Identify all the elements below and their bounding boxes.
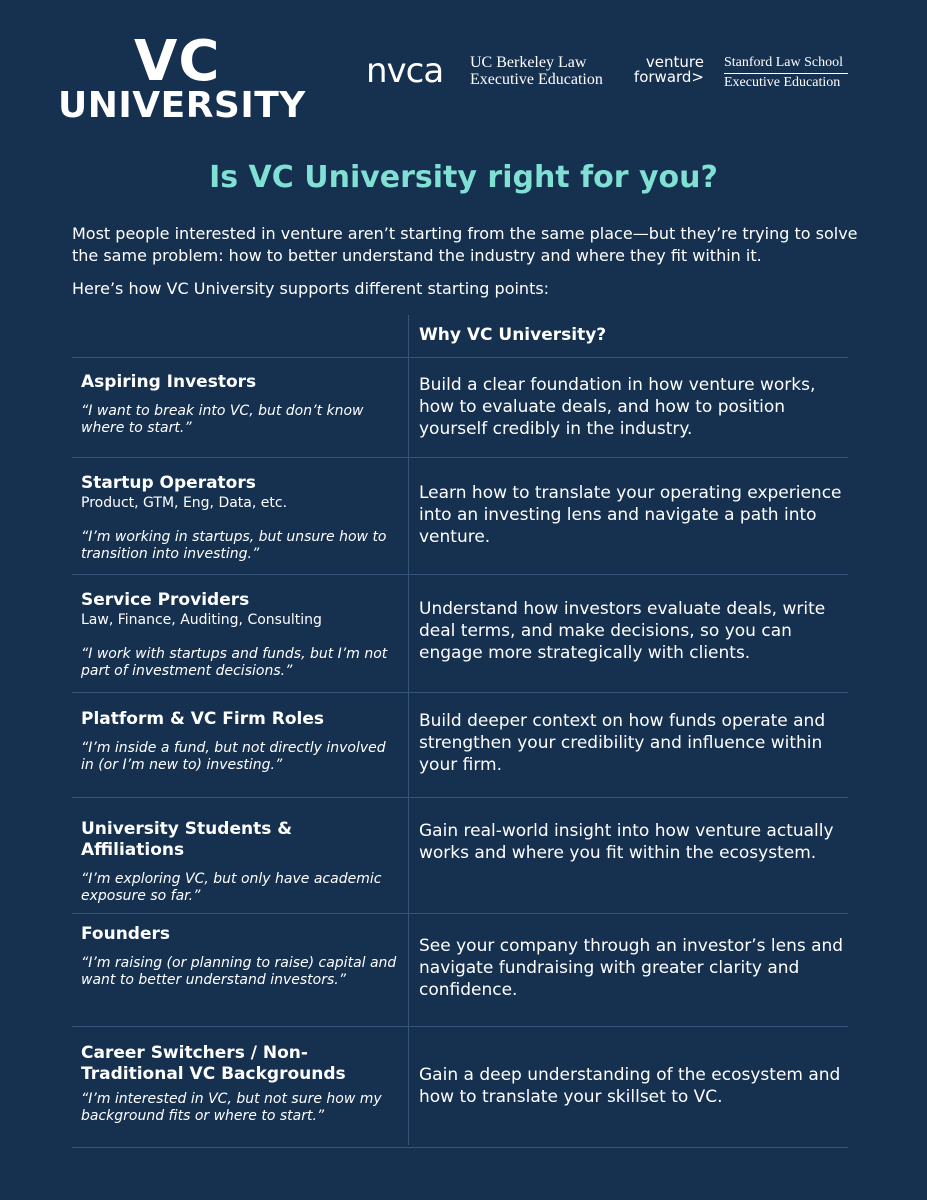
audience-name: University Students & Affiliations <box>81 819 293 860</box>
audience-quote: “I want to break into VC, but don’t know where to start.” <box>81 403 364 436</box>
ucb-line-2: Executive Education <box>470 71 603 88</box>
row-left-cell <box>81 924 399 989</box>
table-header <box>72 315 848 358</box>
audience-name: Aspiring Investors <box>81 372 257 392</box>
sls-line-2: Executive Education <box>724 75 841 90</box>
table-row <box>72 575 848 693</box>
audience-name: Platform & VC Firm Roles <box>81 709 324 729</box>
page-title: Is VC University right for you? <box>209 160 718 195</box>
why-text: See your company through an investor’s lens and navigate fundraising with greater clarity and confidence. <box>419 936 844 1000</box>
audience-subtitle: Law, Finance, Auditing, Consulting <box>81 612 322 628</box>
venture-forward-logo <box>620 55 704 85</box>
table-row <box>72 458 848 575</box>
vf-line-2: forward> <box>633 68 704 86</box>
audience-subtitle: Product, GTM, Eng, Data, etc. <box>81 495 288 511</box>
vc-university-logo <box>58 29 306 126</box>
table-row <box>72 693 848 798</box>
audience-table <box>72 315 848 1148</box>
logo-line-2: UNIVERSITY <box>58 85 306 126</box>
ucb-line-1: UC Berkeley Law <box>470 54 587 71</box>
table-row <box>72 358 848 458</box>
logo-line-1: VC <box>134 29 221 94</box>
intro-lead-in: Here’s how VC University supports different starting points: <box>72 279 550 298</box>
intro-paragraph: Most people interested in venture aren’t starting from the same place—but they’re trying to solve the same problem: how to better understand the industry and where they fit within it. <box>72 224 858 265</box>
nvca-logo: nvca <box>366 51 444 91</box>
audience-quote: “I’m interested in VC, but not sure how my background fits or where to start.” <box>81 1091 382 1124</box>
table-row <box>72 1027 848 1148</box>
row-left-cell <box>81 1043 399 1125</box>
table-row <box>72 798 848 914</box>
row-left-cell <box>81 473 399 563</box>
why-text: Build a clear foundation in how venture works, how to evaluate deals, and how to position yourself credibly in the industry. <box>419 375 816 439</box>
uc-berkeley-law-logo <box>470 54 603 88</box>
audience-name: Service Providers <box>81 590 250 610</box>
audience-name: Career Switchers / Non-Traditional VC Backgrounds <box>81 1043 346 1084</box>
row-left-cell <box>81 819 399 905</box>
audience-name: Founders <box>81 924 171 944</box>
why-text: Understand how investors evaluate deals, write deal terms, and make decisions, so you can engage more strategically with clients. <box>419 599 826 663</box>
why-column-header: Why VC University? <box>419 325 607 345</box>
why-text: Build deeper context on how funds operate and strengthen your credibility and influence within your firm. <box>419 711 826 775</box>
why-text: Gain real-world insight into how venture actually works and where you fit within the ecosystem. <box>419 821 834 863</box>
row-left-cell <box>81 590 399 680</box>
audience-quote: “I’m raising (or planning to raise) capital and want to better understand investors.” <box>81 955 397 988</box>
audience-name: Startup Operators <box>81 473 256 493</box>
sls-line-1: Stanford Law School <box>724 55 843 70</box>
row-left-cell <box>81 709 399 774</box>
sls-divider <box>724 73 848 74</box>
audience-quote: “I’m inside a fund, but not directly involved in (or I’m new to) investing.” <box>81 740 386 773</box>
audience-quote: “I’m exploring VC, but only have academic exposure so far.” <box>81 871 382 904</box>
table-row <box>72 914 848 1027</box>
audience-quote: “I work with startups and funds, but I’m not part of investment decisions.” <box>81 646 388 679</box>
why-text: Learn how to translate your operating experience into an investing lens and navigate a path into venture. <box>419 483 842 547</box>
stanford-law-school-logo <box>724 55 848 91</box>
audience-quote: “I’m working in startups, but unsure how to transition into investing.” <box>81 529 387 562</box>
row-left-cell <box>81 372 399 437</box>
why-text: Gain a deep understanding of the ecosystem and how to translate your skillset to VC. <box>419 1065 841 1107</box>
vf-line-1: venture <box>645 53 704 71</box>
